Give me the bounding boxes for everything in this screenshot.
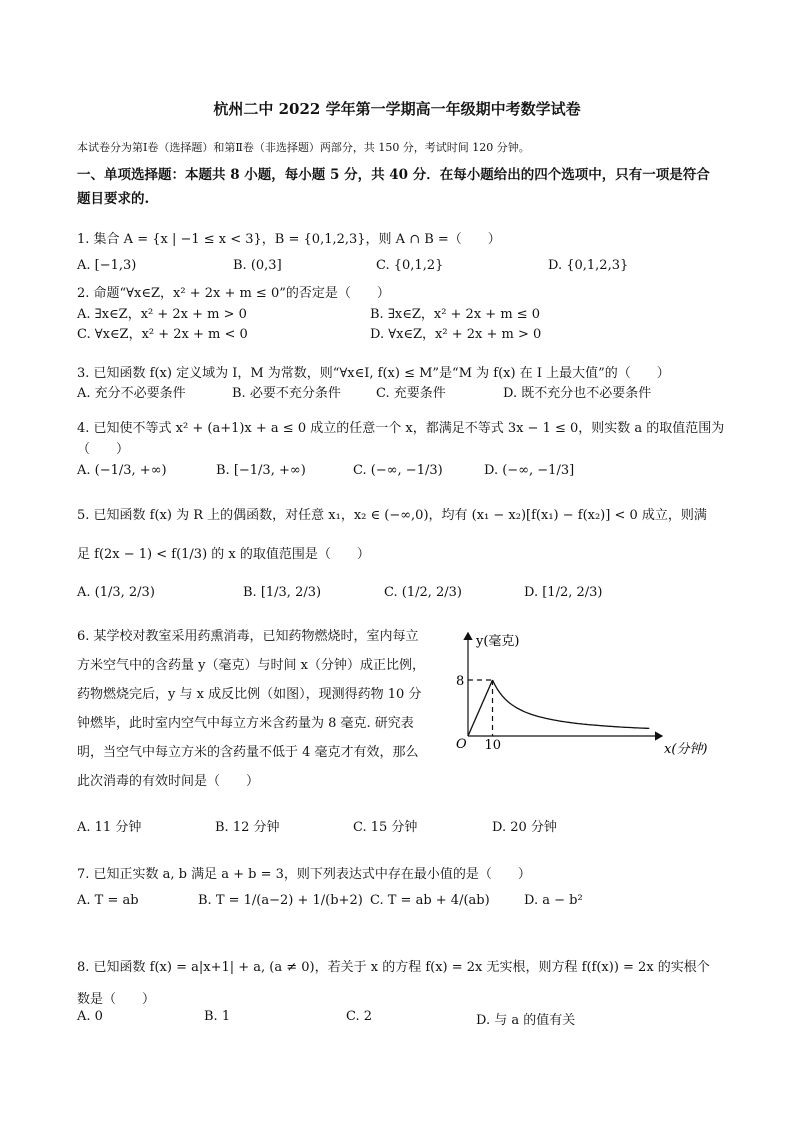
q8-stem-line1: 8. 已知函数 f(x) = a|x+1| + a, (a ≠ 0)，若关于 x 的方程 f(x) = 2x 无实根，则方程 f(f(x)) = 2x 的实根个 [77, 960, 710, 975]
q8-option-a: A. 0 [77, 1009, 103, 1024]
q8-option-d: D. 与 a 的值有关 [476, 1013, 576, 1028]
q7-option-d: D. a − b² [524, 893, 583, 908]
q7-option-a: A. T = ab [77, 893, 139, 908]
q1-option-c: C. {0,1,2} [376, 258, 444, 273]
exam-title: 杭州二中 2022 学年第一学期高一年级期中考数学试卷 [213, 100, 581, 118]
q7-stem: 7. 已知正实数 a, b 满足 a + b = 3，则下列表达式中存在最小值的是（ ） [77, 867, 531, 882]
q5-option-a: A. (1/3, 2/3) [77, 585, 155, 600]
q3-option-c: C. 充要条件 [376, 386, 446, 401]
y-tick-label: 8 [456, 674, 465, 689]
q6-line: 6. 某学校对教室采用药熏消毒，已知药物燃烧时，室内每立 [77, 629, 419, 644]
q8-option-c: C. 2 [346, 1009, 373, 1024]
q2-option-b: B. ∃x∈Z，x² + 2x + m ≤ 0 [370, 307, 541, 322]
q1-option-a: A. [−1,3) [77, 258, 137, 273]
q6-line: 药物燃烧完后，y 与 x 成反比例（如图），现测得药物 10 分 [77, 687, 422, 702]
q4-stem-line1: 4. 已知使不等式 x² + (a+1)x + a ≤ 0 成立的任意一个 x，都满足不等式 3x − 1 ≤ 0，则实数 a 的取值范围为 [77, 421, 725, 436]
exam-note: 本试卷分为第Ⅰ卷（选择题）和第Ⅱ卷（非选择题）两部分，共 150 分，考试时间 120 分钟。 [77, 141, 530, 154]
q3-option-b: B. 必要不充分条件 [232, 386, 341, 401]
q6-option-b: B. 12 分钟 [215, 820, 280, 835]
q4-option-b: B. [−1/3, +∞) [216, 463, 306, 478]
q2-option-d: D. ∀x∈Z，x² + 2x + m > 0 [370, 327, 542, 342]
q2-option-c: C. ∀x∈Z，x² + 2x + m < 0 [77, 327, 248, 342]
q4-option-c: C. (−∞, −1/3) [353, 463, 443, 478]
q8-stem-line2: 数是（ ） [77, 992, 156, 1007]
q1-option-d: D. {0,1,2,3} [548, 258, 629, 273]
x-tick-label: 10 [484, 738, 502, 753]
q2-option-a: A. ∃x∈Z，x² + 2x + m > 0 [77, 307, 247, 322]
q5-option-d: D. [1/2, 2/3) [524, 585, 603, 600]
q6-option-d: D. 20 分钟 [492, 820, 557, 835]
q8-option-b: B. 1 [204, 1009, 231, 1024]
q2-stem: 2. 命题“∀x∈Z，x² + 2x + m ≤ 0”的否定是（ ） [77, 286, 390, 301]
origin-label: O [456, 737, 467, 752]
q5-option-c: C. (1/2, 2/3) [384, 585, 462, 600]
q1-stem: 1. 集合 A = {x | −1 ≤ x < 3}，B = {0,1,2,3}，则 A ∩ B =（ ） [77, 232, 501, 247]
q7-option-c: C. T = ab + 4/(ab) [370, 893, 490, 908]
q6-graph [450, 625, 750, 765]
q5-stem-line1: 5. 已知函数 f(x) 为 R 上的偶函数，对任意 x₁，x₂ ∈ (−∞,0)，均有 (x₁ − x₂)[f(x₁) − f(x₂)] < 0 成立，则满 [77, 508, 707, 523]
decay-curve [493, 680, 650, 728]
q4-option-a: A. (−1/3, +∞) [77, 463, 167, 478]
q3-option-d: D. 既不充分也不必要条件 [503, 386, 652, 401]
q6-option-a: A. 11 分钟 [77, 820, 142, 835]
section1-heading-line2: 题目要求的. [77, 191, 150, 207]
q7-option-b: B. T = 1/(a−2) + 1/(b+2) [198, 893, 363, 908]
section1-heading-line1: 一、单项选择题：本题共 8 小题，每小题 5 分，共 40 分．在每小题给出的四个选项中，只有一项是符合 [77, 167, 710, 183]
q6-line: 此次消毒的有效时间是（ ） [77, 774, 260, 789]
q1-option-b: B. (0,3] [233, 258, 282, 273]
q4-option-d: D. (−∞, −1/3] [484, 463, 575, 478]
q3-stem: 3. 已知函数 f(x) 定义域为 I，M 为常数，则“∀x∈I, f(x) ≤ M”是“M 为 f(x) 在 I 上最大值”的（ ） [77, 366, 670, 381]
q6-option-c: C. 15 分钟 [353, 820, 418, 835]
q3-option-a: A. 充分不必要条件 [77, 386, 186, 401]
q6-line: 明，当空气中每立方米的含药量不低于 4 毫克才有效，那么 [77, 745, 419, 760]
q5-option-b: B. [1/3, 2/3) [243, 585, 322, 600]
y-axis-label: y(毫克) [476, 634, 520, 649]
q6-line: 方米空气中的含药量 y（毫克）与时间 x（分钟）成正比例， [77, 658, 425, 673]
q6-stem [77, 622, 465, 796]
q5-stem-line2: 足 f(2x − 1) < f(1/3) 的 x 的取值范围是（ ） [77, 547, 370, 562]
q4-stem-line2: （ ） [77, 442, 130, 457]
x-axis-label: x(分钟) [664, 742, 708, 757]
rise-line [468, 680, 493, 736]
q6-line: 钟燃毕，此时室内空气中每立方米含药量为 8 毫克. 研究表 [77, 716, 414, 731]
